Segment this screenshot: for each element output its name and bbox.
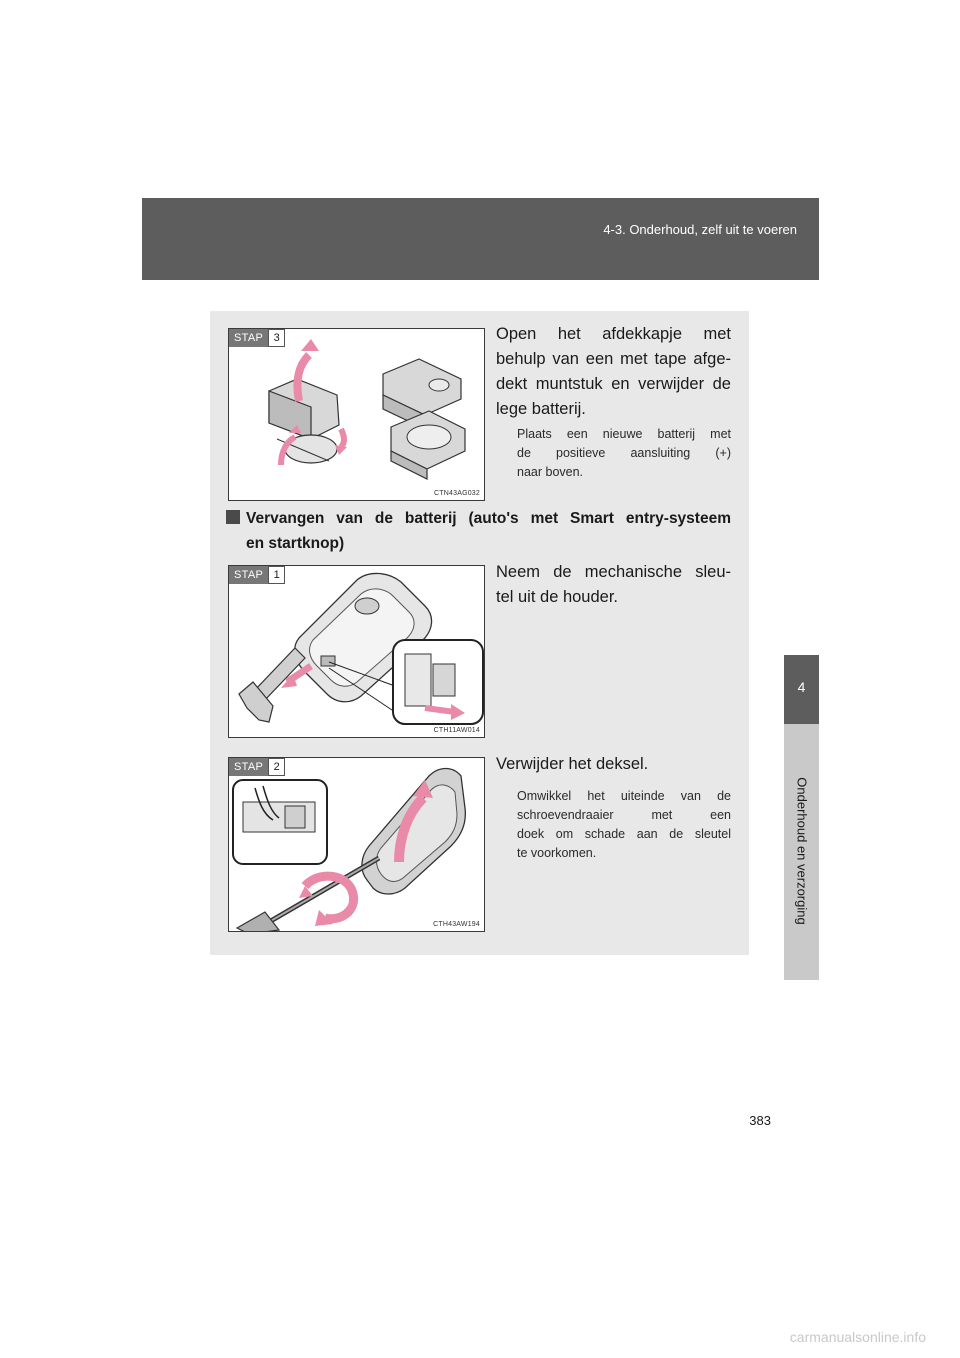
section-heading: Vervangen van de batterij (auto's met Smart entry-systeem en startknop) <box>226 506 731 556</box>
step-badge <box>229 758 285 776</box>
figure-code: CTN43AG032 <box>434 490 480 497</box>
step-badge-number: 3 <box>268 329 285 347</box>
chapter-tab <box>784 655 819 724</box>
figure-remove-mechanical-key <box>228 565 485 738</box>
chapter-tab-label: Onderhoud en verzorging <box>794 777 810 925</box>
figure-remove-cover <box>228 757 485 932</box>
step-badge-number: 2 <box>268 758 285 776</box>
step-1-instruction: Neem de mechanische sleu- tel uit de houder. <box>496 563 731 606</box>
step-badge-word: STAP <box>229 329 268 347</box>
watermark: carmanualsonline.info <box>789 1329 926 1345</box>
key-fob-battery-illustration <box>229 329 485 501</box>
smart-key-illustration <box>229 566 485 738</box>
chapter-title: 4-3. Onderhoud, zelf uit te voeren <box>603 222 797 237</box>
step-3-instruction: Open het afdekkapje met behulp van een met tape afge- dekt muntstuk en verwijder de lege batterij. <box>496 325 731 418</box>
chapter-header-band <box>142 198 819 280</box>
step-badge-word: STAP <box>229 758 268 776</box>
step-2-instruction: Verwijder het deksel. <box>496 755 649 773</box>
step-badge-number: 1 <box>268 566 285 584</box>
chapter-tab-number: 4 <box>797 679 806 695</box>
square-bullet-icon <box>226 510 240 524</box>
figure-open-cover <box>228 328 485 501</box>
step-3-note: Plaats een nieuwe batterij met de positieve aansluiting (+) naar boven. <box>517 427 731 479</box>
step-badge <box>229 566 285 584</box>
step-badge <box>229 329 285 347</box>
figure-code: CTH11AW014 <box>433 727 480 734</box>
step-badge-word: STAP <box>229 566 268 584</box>
screwdriver-illustration <box>229 758 485 932</box>
figure-code: CTH43AW194 <box>433 921 480 928</box>
page-number: 383 <box>749 1113 771 1128</box>
step-2-note: Omwikkel het uiteinde van de schroevendraaier met een doek om schade aan de sleutel te voorkomen. <box>517 789 731 860</box>
